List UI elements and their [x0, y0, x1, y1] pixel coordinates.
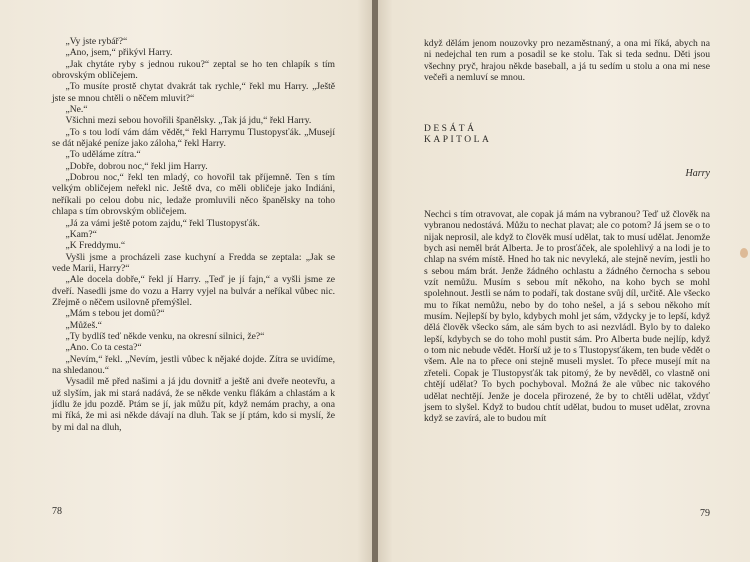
paragraph: „Nevím,“ řekl. „Nevím, jestli vůbec k nějaké dojde. Zítra se uvidíme, na shledanou.“ [52, 353, 335, 376]
paragraph: „K Freddymu.“ [65, 240, 126, 252]
paragraph: Nechci s tím otravovat, ale copak já mám na vybranou? Teď už člověk na vybranou nedostává. Můžu to nechat plavat; ale co potom? Já jsem se o to nijak neprosil, ale když to člověk musí udělat, tak to musí udělat. Jenomže bych asi neměl brát Alberta. Je to prosťáček, ale spolehlivý a na lodi je to chlap na svém místě. Hned ho tak nic nevyleká, ale stejně nevím, jestli ho s sebou mám brát. Jenže žádného ochlastu a žádného černocha s sebou vzít nemůžu. Musím s sebou mít někoho, na koho bych se mohl spolehnout. Jestli se nám to podaří, tak dostane svůj díl, určitě. Ale všecko mu to říkat nemůžu, nebo by do toho nešel, a já s sebou někoho mít musím. Nejlepší by bylo, kdybych mohl jet sám, vždycky je to lepší, když dělá člověk všecko sám, ale sám bych to asi nezvládl. Bylo by to daleko lepší, kdybych se do toho mohl pustit sám. Pro Alberta bude nejlíp, když o tom nic nebude vědět. Horší už je to s Tlustopysťákem, ten bude vědět o všem. Ale na to přece oni stejně museli myslet. To přece musejí mít na zřeteli. Copak je Tlustopysťák tak pitomý, že by nevěděl, co vlastně oni chtějí udělat? To bych pochyboval. Možná že ale vůbec nic takového udělat nechtějí. Jenže je docela přirozené, že by to chtěli udělat, vždyť jsem to slyšel. Když to budou chtít udělat, budou to muset udělat, zrovna když se zavírá, ale to budou mít [424, 209, 710, 425]
paragraph: „Kam?“ [65, 228, 97, 240]
page-stain [740, 248, 748, 258]
left-page [0, 0, 372, 562]
paragraph: „Vy jste rybář?“ [65, 36, 128, 47]
right-page-body-text [424, 209, 710, 425]
paragraph: „Ty bydlíš teď někde venku, na okresní silnici, že?“ [65, 330, 265, 342]
paragraph: Všichni mezi sebou hovořili španělsky. „Tak já jdu,“ řekl Harry. [65, 115, 312, 127]
paragraph: „Ne.“ [65, 104, 88, 116]
paragraph: když dělám jenom nouzovky pro nezaměstnaný, a ona mi říká, abych na ni nedejchal ten rum a posadil se ke stolu. Tak si teda sednu. Děti jsou všechny pryč, hrajou někde baseball, a já tu sedím u stolu a ona mi nese večeři a nemluví se mnou. [424, 38, 710, 84]
paragraph: „Ano, jsem,“ přikývl Harry. [65, 47, 173, 59]
paragraph: „To musíte prostě chytat dvakrát tak rychle,“ řekl mu Harry. „Ještě jste se mnou chtěli o něčem mluvit?“ [52, 81, 335, 104]
paragraph: „Dobře, dobrou noc,“ řekl jim Harry. [65, 160, 208, 172]
paragraph: „To uděláme zítra.“ [65, 149, 141, 161]
chapter-heading-line2: KAPITOLA [424, 135, 492, 145]
paragraph: „Můžeš.“ [65, 319, 102, 331]
left-page-text [52, 36, 335, 433]
right-page-top-text [424, 38, 710, 83]
right-page [378, 0, 750, 562]
left-page-number: 78 [52, 506, 62, 517]
paragraph: „Jak chytáte ryby s jednou rukou?“ zeptal se ho ten chlapík s tím obrovským obličejem. [52, 58, 335, 82]
paragraph: „To s tou lodí vám dám vědět,“ řekl Harrymu Tlustopysťák. „Musejí se dát nějaké peníze jako záloha,“ řekl Harry. [52, 126, 335, 150]
paragraph: „Dobrou noc,“ řekl ten mladý, co hovořil tak příjemně. Ten s tím velkým obličejem neřekl nic. Ještě dva, co měli obličeje jako Indiáni, neříkali po celou dobu nic, ledaže promluvili něco španělsky na toho chlapa s tím obrovským obličejem. [52, 172, 335, 218]
chapter-heading [424, 124, 491, 146]
right-page-number: 79 [700, 508, 710, 519]
paragraph: „Mám s tebou jet domů?“ [65, 308, 165, 320]
paragraph: Vysadil mě před našimi a já jdu dovnitř a ještě ani dveře neotevřu, a už slyším, jak mi stará nadává, že se někde venku flákám a chlastám a k jídlu že jdu pozdě. Ptám se jí, jak můžu pít, když nemám prachy, a ona mi říká, že mi asi někde dávají na dluh. Tak se jí ptám, kdo si myslí, že by mi dal na dluh, [52, 376, 335, 433]
paragraph: Vyšli jsme a procházeli zase kuchyní a Fredda se zeptala: „Jak se vede Marii, Harry?“ [52, 251, 335, 274]
paragraph: „Ano. Co ta cesta?“ [65, 342, 142, 354]
chapter-heading-line1: DESÁTÁ [424, 124, 477, 134]
paragraph: „Já za vámi ještě potom zajdu,“ řekl Tlustopysťák. [65, 217, 260, 229]
chapter-subtitle: Harry [685, 168, 710, 179]
paragraph: „Ale docela dobře,“ řekl jí Harry. „Teď je jí fajn,“ a vyšli jsme ze dveří. Nasedli jsme do vozu a Harry vyjel na bulvár a neříkal vůbec nic. Zřejmě o něčem usilovně přemýšlel. [52, 274, 335, 308]
